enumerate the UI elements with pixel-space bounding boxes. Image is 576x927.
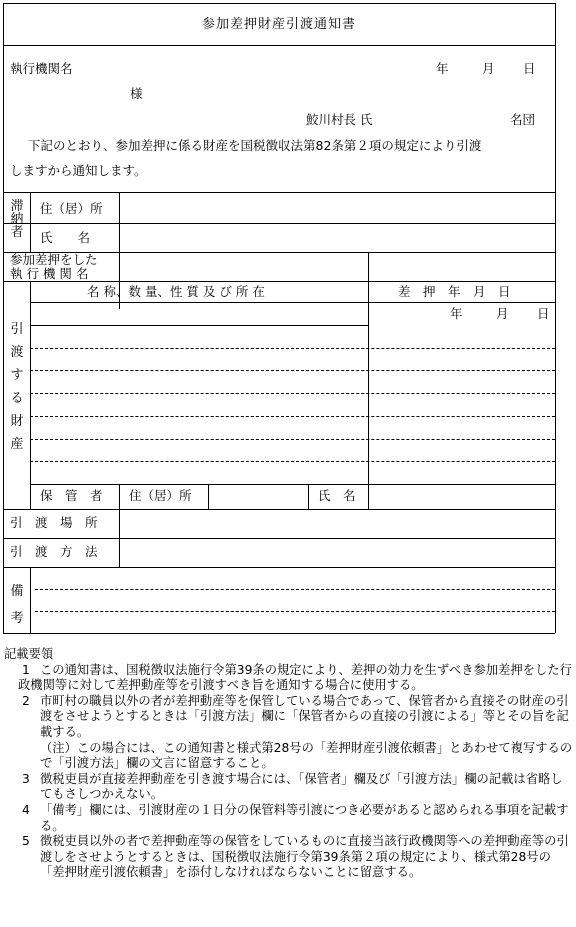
date-day: 日: [523, 61, 536, 76]
custodian-name-label: 氏 名: [318, 488, 356, 503]
dashed-line: [30, 348, 555, 349]
frame-bottom: [3, 633, 555, 634]
property-col-header: 名 称、数 量、性 質 及 び 所 在: [87, 284, 265, 299]
dashed-line: [35, 611, 555, 612]
header-bottom-line: [3, 192, 555, 193]
row-line: [3, 223, 555, 224]
body-text: 下記のとおり、参加差押に係る財産を国税徴収法第82条第２項の規定により引渡: [28, 138, 482, 153]
dashed-line: [30, 439, 555, 440]
col-line: [30, 281, 31, 509]
date-year: 年: [436, 61, 449, 76]
seizure-date-day: 日: [537, 306, 550, 321]
row-line: [30, 302, 555, 303]
notes-heading: 記載要領: [4, 647, 54, 661]
dashed-line: [30, 393, 555, 394]
seal-label: 名団: [510, 112, 536, 127]
col-line: [119, 484, 120, 567]
col-line: [368, 252, 369, 509]
row-line: [3, 567, 555, 568]
agency-label: 執行機関名: [10, 61, 73, 76]
col-line: [308, 484, 309, 509]
col-line: [30, 567, 31, 633]
date-month: 月: [482, 61, 495, 76]
col-line: [30, 192, 31, 252]
title-divider: [3, 45, 555, 46]
note-item: 2 市町村の職員以外の者が差押動産等を保管している場合であって、保管者から直接その財産の引渡をさせようとするときは「引渡方法」欄に「保管者からの直接の引渡による」等とその旨を記載する。: [22, 693, 569, 739]
body-text: しますから通知します。: [10, 163, 147, 178]
page-title: 参加差押財産引渡通知書: [201, 17, 356, 32]
custodian-address-label: 住（居）所: [129, 488, 192, 503]
name-label: 氏 名: [40, 230, 91, 245]
address-label: 住（居）所: [40, 201, 103, 216]
col-line: [208, 484, 209, 509]
note-item: 4 「備考」欄には、引渡財産の１日分の保管料等引渡につき必要があると認められる事項を記載する。: [22, 802, 569, 833]
seizure-date-header: 差 押 年 月 日: [398, 284, 511, 299]
seizure-date-year: 年: [450, 306, 463, 321]
row-line: [3, 281, 555, 282]
row-line: [30, 325, 368, 326]
notes-section: [4, 647, 574, 881]
dashed-line: [30, 461, 555, 462]
delinquent-side-label: 滞 納 者: [10, 199, 24, 240]
delivery-method-label: 引 渡 方 法: [10, 544, 98, 559]
note-item: 3 徴税吏員が直接差押動産を引き渡す場合には、「保管者」欄及び「引渡方法」欄の記載は省略してもさしつかえない。: [22, 771, 563, 802]
issuer: 鮫川村長 氏: [306, 112, 373, 127]
frame-top: [3, 3, 555, 4]
delivery-place-label: 引 渡 場 所: [10, 515, 98, 530]
seizure-date-month: 月: [496, 306, 509, 321]
row-line: [3, 509, 555, 510]
note-item: （注）この場合には、この通知書と様式第28号の「差押財産引渡依頼書」とあわせて複写するので「引渡方法」欄の文言に留意すること。: [40, 740, 573, 771]
dashed-line: [30, 416, 555, 417]
dashed-line: [30, 370, 555, 371]
note-item: 1 この通知書は、国税徴収法施行令第39条の規定により、差押の効力を生ずべき参加差押をした行政機関等に対して差押動産等を引渡すべき旨を通知する場合に使用する。: [18, 662, 572, 693]
dashed-line: [35, 589, 555, 590]
custodian-label: 保 管 者: [40, 488, 103, 503]
note-item: 5 徴税吏員以外の者で差押動産等の保管をしているものに直接当該行政機関等への差押動産等の引渡しをさせようとするときは、国税徴収法施行令第39条第２項の規定により、様式第28号の「差押財産引渡依頼書」を添付しなければならないことに留意する。: [22, 834, 569, 880]
agency-row-label: 執 行 機 関 名: [10, 266, 89, 281]
remarks-side-label: 備 考: [10, 584, 24, 626]
agency-row-label: 参加差押をした: [10, 252, 98, 267]
frame-right: [555, 3, 556, 633]
honorific: 様: [130, 86, 143, 101]
row-line: [3, 538, 555, 539]
property-side-label: 引 渡 す る 財 産: [10, 322, 24, 452]
row-line: [30, 484, 555, 485]
frame-left: [3, 3, 4, 633]
